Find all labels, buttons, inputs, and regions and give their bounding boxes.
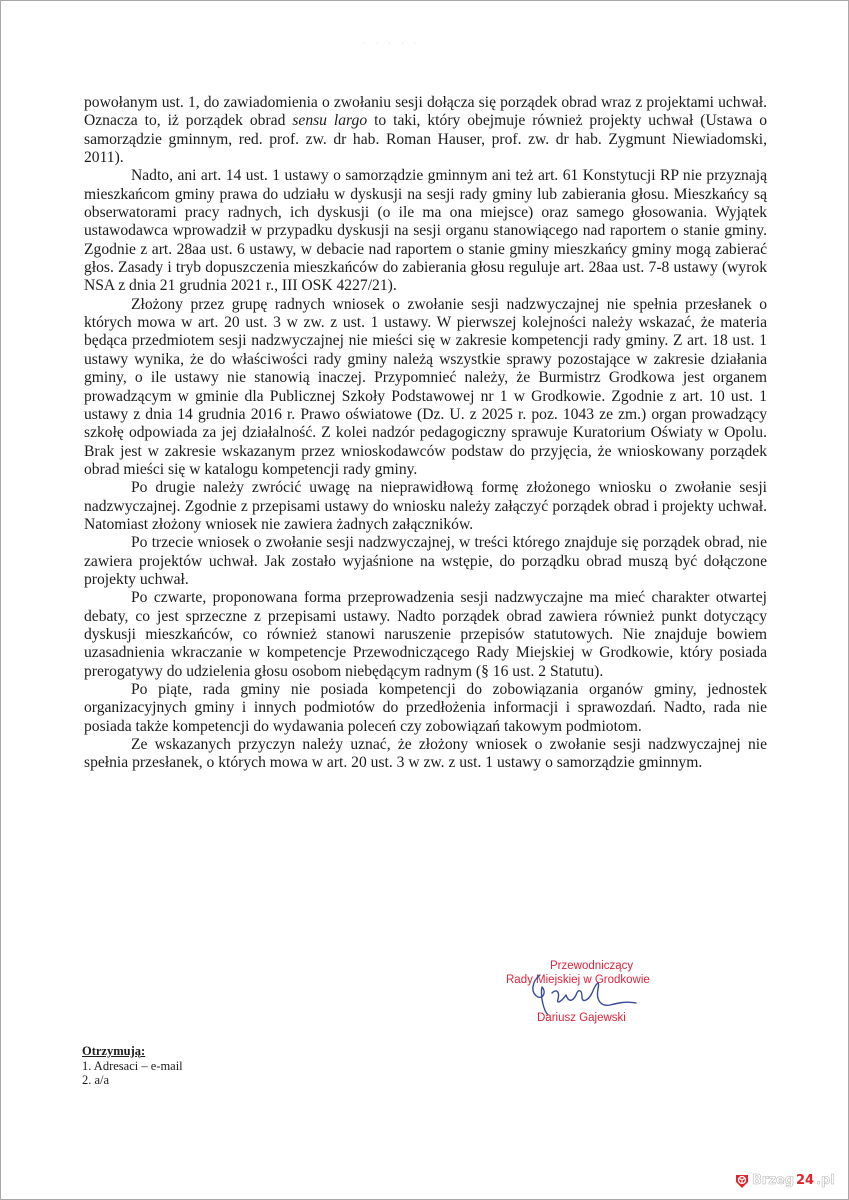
scan-artifacts: · · · · · [363, 39, 421, 48]
paragraph-4: Po drugie należy zwrócić uwagę na nieprawidłową formę złożonego wniosku o zwołanie sesji nadzwyczajnej. Zgodnie z przepisami ustawy do wniosku należy załączyć porządek obrad i projekty uchwał. Natomiast złożony wniosek nie zawiera żadnych załączników. [84, 479, 767, 533]
paragraph-6: Po czwarte, proponowana forma przeprowadzenia sesji nadzwyczajne ma mieć charakter otwartej debaty, co jest sprzeczne z przepisami ustawy. Nadto porządek obrad zawiera również punkt dotyczący dyskusji mieszkańców, co również stanowi naruszenie przepisów statutowych. Nie znajduje bowiem uzasadnienia wkraczanie w kompetencje Przewodniczącego Rady Miejskiej w Grodkowie, który posiada prerogatywy do udzielenia głosu osobom niebędącym radnym (§ 16 ust. 2 Statutu). [84, 589, 767, 680]
recipient-item: 1. Adresaci – e-mail [82, 1058, 183, 1073]
signature-stamp [506, 959, 696, 1031]
latin-phrase: sensu largo [292, 112, 368, 130]
watermark-suffix: .pl [816, 1172, 835, 1188]
signature-name: Dariusz Gajewski [537, 1012, 626, 1024]
paragraph-3: Złożony przez grupę radnych wniosek o zwołanie sesji nadzwyczajnej nie spełnia przesłanek o których mowa w art. 20 ust. 3 w zw. z ust. 1 ustawy. W pierwszej kolejności należy wskazać, że materia będąca przedmiotem sesji nadzwyczajnej nie mieści się w zakresie kompetencji rady gminy. Z art. 18 ust. 1 ustawy wynika, że do właściwości rady gminy należą wszystkie sprawy pozostające w zakresie działania gminy, o ile ustawy nie stanowią inaczej. Przypomnieć należy, że Burmistrz Grodkowa jest organem prowadzącym w gminie dla Publicznej Szkoły Podstawowej nr 1 w Grodkowie. Zgodnie z art. 10 ust. 1 ustawy z dnia 14 grudnia 2016 r. Prawo oświatowe (Dz. U. z 2025 r. poz. 1043 ze zm.) organ prowadzący szkołę odpowiada za jej działalność. Z kolei nadzór pedagogiczny sprawuje Kuratorium Oświaty w Opolu. Brak jest w zakresie wskazanym przez wnioskodawców podstaw do przyjęcia, że wnioskowany porządek obrad mieści się w katalogu kompetencji rady gminy. [84, 295, 767, 478]
brzeg24-logo-icon [734, 1172, 750, 1188]
signature-title-line2: Rady Miejskiej w Grodkowie [506, 974, 650, 986]
paragraph-1: powołanym ust. 1, do zawiadomienia o zwołaniu sesji dołącza się porządek obrad wraz z projektami uchwał. Oznacza to, iż porządek obrad sensu largo to taki, który obejmuje również projekty uchwał (Ustawa o samorządzie gminnym, red. prof. zw. dr hab. Roman Hauser, prof. zw. dr hab. Zygmunt Niewiadomski, 2011). [84, 94, 767, 167]
recipient-item: 2. a/a [82, 1073, 110, 1087]
paragraph-7: Po piąte, rada gminy nie posiada kompetencji do zobowiązania organów gminy, jednostek organizacyjnych gminy i innych podmiotów do przedłożenia informacji i sprawozdań. Nadto, rada nie posiada także kompetencji do wydawania poleceń czy zobowiązań takowym podmiotom. [84, 681, 767, 735]
signature-title-line1: Przewodniczący [550, 960, 634, 972]
recipients-heading: Otrzymują: [82, 1044, 146, 1058]
watermark-prefix: Brzeg [752, 1172, 795, 1188]
watermark-number: 24 [796, 1172, 815, 1188]
document-body [84, 94, 767, 773]
brzeg24-watermark [734, 1171, 835, 1189]
paragraph-8: Ze wskazanych przyczyn należy uznać, że złożony wniosek o zwołanie sesji nadzwyczajnej nie spełnia przesłanek, o których mowa w art. 20 ust. 3 w zw. z ust. 1 ustawy o samorządzie gminnym. [84, 736, 767, 772]
paragraph-2: Nadto, ani art. 14 ust. 1 ustawy o samorządzie gminnym ani też art. 61 Konstytucji RP nie przyznają mieszkańcom gminy prawa do udziału w dyskusji na sesji rady gminy lub zabierania głosu. Mieszkańcy są obserwatorami pracy radnych, ich dyskusji (o ile ma ona miejsce) oraz samego głosowania. Wyjątek ustawodawca wprowadził w przypadku dyskusji na sesji organu stanowiącego nad raportem o stanie gminy. Zgodnie z art. 28aa ust. 6 ustawy, w debacie nad raportem o stanie gminy mieszkańcy gminy mogą zabierać głos. Zasady i tryb dopuszczenia mieszkańców do zabierania głosu reguluje art. 28aa ust. 7-8 ustawy (wyrok NSA z dnia 21 grudnia 2021 r., III OSK 4227/21). [84, 167, 767, 295]
paragraph-5: Po trzecie wniosek o zwołanie sesji nadzwyczajnej, w treści którego znajduje się porządek obrad, nie zawiera projektów uchwał. Jak zostało wyjaśnione na wstępie, do porządku obrad muszą być dołączone projekty uchwał. [84, 534, 767, 588]
recipients-section [82, 1044, 183, 1088]
